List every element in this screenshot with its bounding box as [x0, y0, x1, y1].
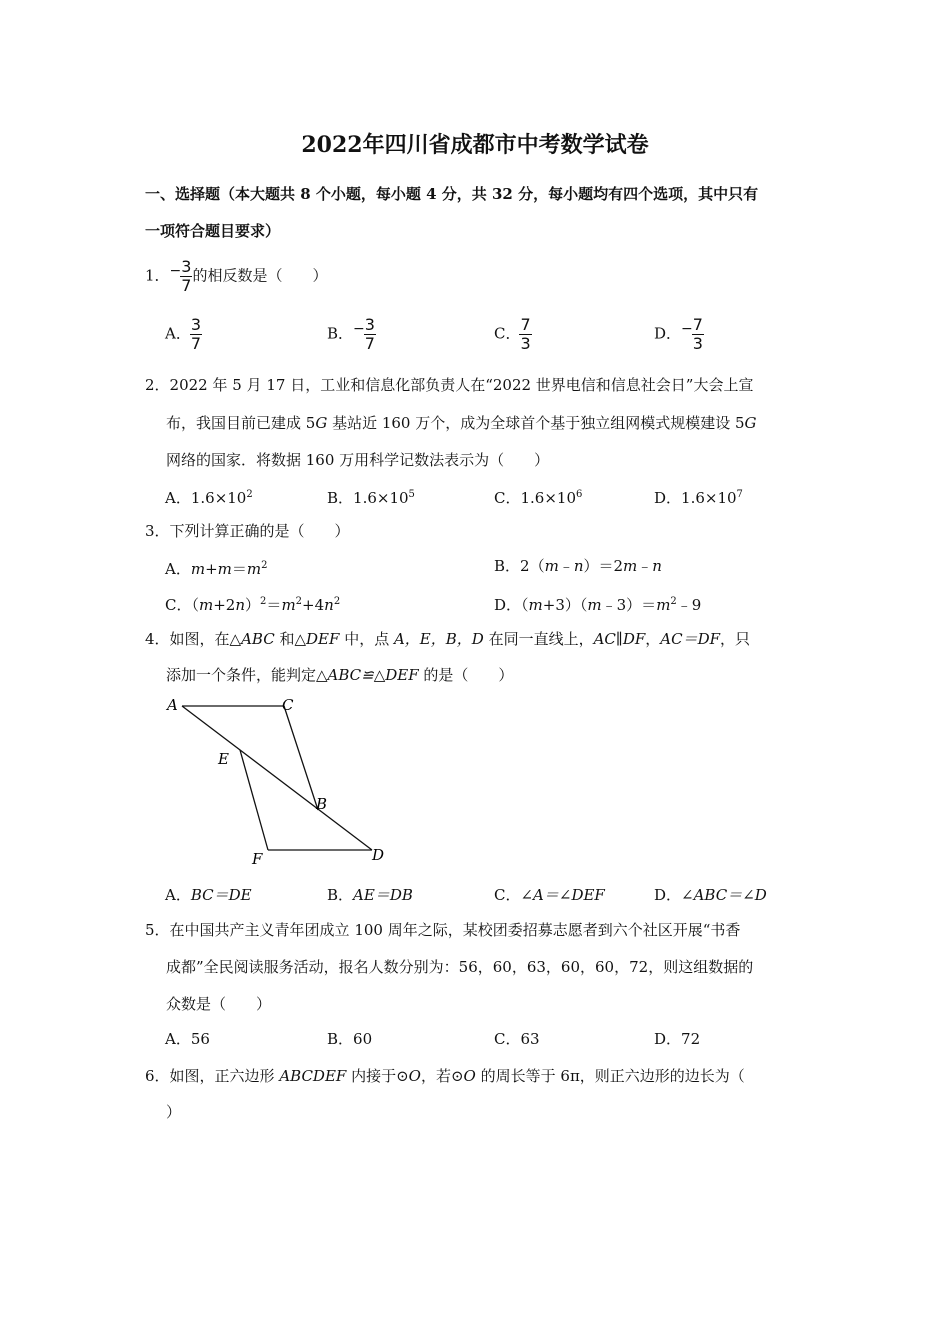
- q1-option-b: B．− $\frac{3}{7}$: [327, 315, 375, 353]
- q3-option-a: A．$m+m=m^2$: [165, 560, 268, 578]
- q5-option-d: D．72: [654, 1030, 701, 1048]
- q4-line1: 4．如图，在△ABC 和△DEF 中，点 A，E，B，D 在同一直线上，AC∥DF，AC＝DF，只: [145, 630, 751, 648]
- q2-option-b: B．$1.6\times 10^5$: [327, 489, 415, 507]
- q1-option-a: A． $\frac{3}{7}$: [165, 315, 202, 353]
- q3-option-c: C．$(m+2n)^2=m^2+4n^2$: [165, 596, 341, 614]
- q2-line3: 网络的国家．将数据 160 万用科学记数法表示为（ ）: [166, 451, 550, 469]
- q3-stem: 3．下列计算正确的是（ ）: [145, 522, 350, 540]
- q4-option-d: D．∠ABC＝∠D: [654, 886, 767, 904]
- section-heading-line2: 一项符合题目要求）: [145, 222, 281, 240]
- q2-line2: 布，我国目前已建成 5G 基站近 160 万个，成为全球首个基于独立组网模式规模建设 5G: [166, 414, 757, 432]
- q1-number: 1．: [145, 266, 170, 285]
- q5-line2: 成都”全民阅读服务活动，报名人数分别为：56，60，63，60，60，72，则这组数据的: [166, 958, 754, 976]
- q3-option-b: B．2（m﹣n）＝2m﹣n: [494, 557, 662, 575]
- q6-line2: ）: [166, 1103, 182, 1121]
- segment-cb: [284, 706, 318, 810]
- section-heading-line1: 一、选择题（本大题共 8 个小题，每小题 4 分，共 32 分，每小题均有四个选项，其中只有: [145, 185, 759, 203]
- q6-line1: 6．如图，正六边形 ABCDEF 内接于⊙O，若⊙O 的周长等于 6π，则正六边形的边长为（: [145, 1067, 745, 1085]
- q4-option-b: B．AE＝DB: [327, 886, 413, 904]
- q5-option-c: C．63: [494, 1030, 540, 1048]
- q4-option-c: C．∠A＝∠DEF: [494, 886, 605, 904]
- q2-option-d: D．$1.6\times 10^7$: [654, 489, 743, 507]
- q1-stem-text: 的相反数是（ ）: [192, 266, 328, 285]
- question-1: [145, 258, 327, 295]
- q5-option-a: A．56: [165, 1030, 210, 1048]
- segment-ef: [240, 750, 268, 850]
- label-c: C: [282, 696, 294, 714]
- q2-option-c: C．$1.6\times 10^6$: [494, 489, 583, 507]
- q1-option-d: D．− $\frac{7}{3}$: [654, 315, 703, 353]
- page-title: 2022年四川省成都市中考数学试卷: [301, 132, 649, 158]
- q4-option-a: A．BC＝DE: [165, 886, 252, 904]
- q5-line3: 众数是（ ）: [166, 995, 272, 1013]
- label-d: D: [372, 846, 385, 864]
- q5-line1: 5．在中国共产主义青年团成立 100 周年之际，某校团委招募志愿者到六个社区开展“书香: [145, 921, 741, 939]
- label-a: A: [167, 696, 178, 714]
- q1-minus: −: [169, 262, 182, 279]
- q4-line2: 添加一个条件，能判定△ABC≌△DEF 的是（ ）: [166, 666, 514, 684]
- label-e: E: [218, 750, 229, 768]
- q1-fraction: $\frac{3}{7}$: [181, 257, 192, 295]
- q5-option-b: B．60: [327, 1030, 373, 1048]
- segment-ad: [182, 706, 372, 850]
- q4-figure: [160, 690, 400, 880]
- q2-line1: 2．2022 年 5 月 17 日，工业和信息化部负责人在“2022 世界电信和信息社会日”大会上宣: [145, 376, 754, 394]
- q2-option-a: A．$1.6\times 10^2$: [165, 489, 253, 507]
- label-f: F: [252, 850, 263, 868]
- q3-option-d: D．$(m+3)(m﹣3)=m^2﹣9$: [494, 596, 702, 614]
- label-b: B: [316, 795, 328, 813]
- q1-option-c: C． $\frac{7}{3}$: [494, 315, 531, 353]
